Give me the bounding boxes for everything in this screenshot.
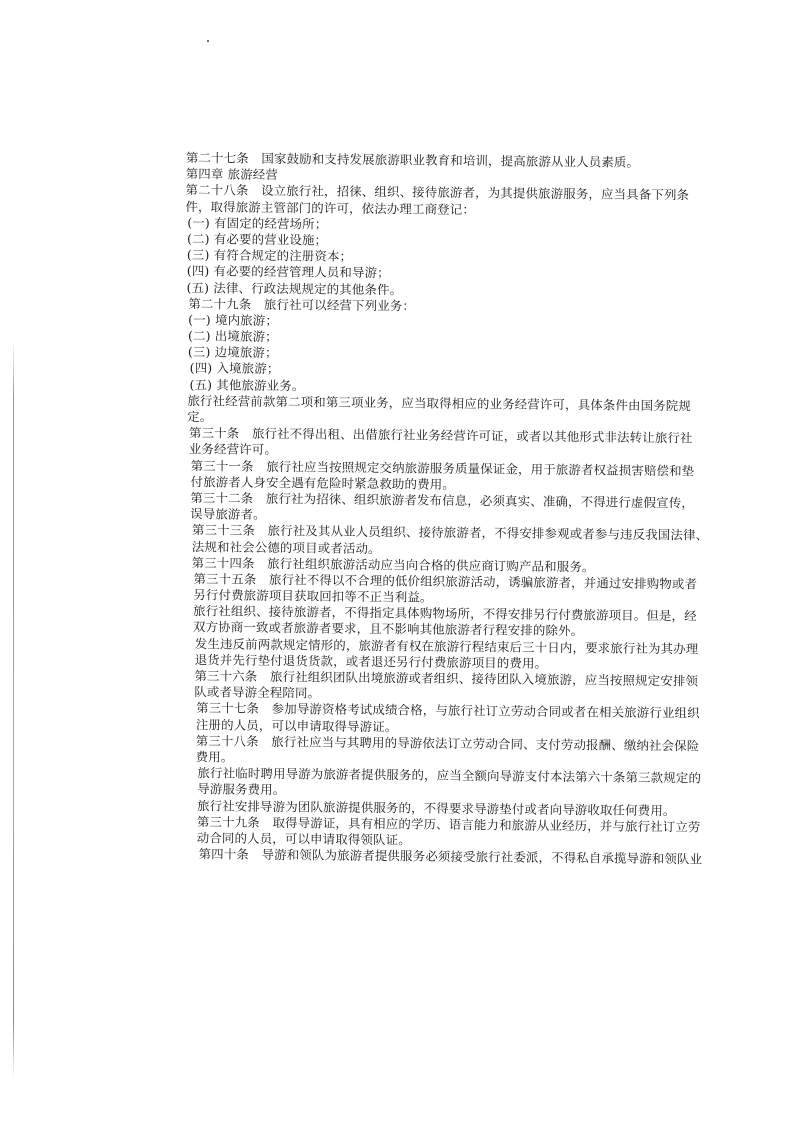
list-item: (二) 出境旅游； [187,328,278,345]
chapter-heading: 第四章 旅游经营 [185,166,279,183]
list-item: (三) 有符合规定的注册资本； [186,247,353,264]
text-line: 第三十三条 旅行社及其从业人员组织、接待旅游者，不得安排参观或者参与违反我国法律、 [191,522,709,543]
text-line: 付旅游者人身安全遇有危险时紧急救助的费用。 [190,473,456,492]
document-text [177,150,709,868]
text-line: 旅行社组织、接待旅游者，不得指定具体购物场所，不得安排另行付费旅游项目。但是，经 [193,603,697,624]
text-line: 双方协商一致或者旅游者要求，且不影响其他旅游者行程安排的除外。 [192,619,584,639]
text-line: 第二十七条 国家鼓励和支持发展旅游职业教育和培训，提高旅游从业人员素质。 [185,150,640,170]
text-line: 第三十九条 取得导游证，具有相应的学历、语言能力和旅游从业经历，并与旅行社订立劳 [196,813,701,835]
text-line: 退货并先行垫付退货货款，或者退还另行付费旅游项目的费用。 [194,651,548,671]
text-line: 费用。 [195,749,234,765]
list-item: (五) 其他旅游业务。 [189,376,305,393]
list-item: (三) 边境旅游； [187,344,278,361]
text-line: 第三十条 旅行社不得出租、出借旅行社业务经营许可证，或者以其他形式非法转让旅行社 [188,425,693,446]
text-line: 另行付费旅游项目获取回扣等不正当利益。 [193,587,433,605]
list-item: (四) 有必要的经营管理人员和导游； [186,263,390,281]
text-line: 旅行社安排导游为团队旅游提供服务的，不得要求导游垫付或者向导游收取任何费用。 [197,797,676,818]
scan-speck [207,40,209,42]
list-item: (五) 法律、行政法规规定的其他条件。 [186,279,403,297]
text-line: 第三十六条 旅行社组织团队出境旅游或者组织、接待团队入境旅游，应当按照规定安排领 [194,668,699,689]
list-item: (一) 境内旅游； [188,311,279,328]
text-line: 件，取得旅游主管部门的许可，依法办理工商登记： [185,198,476,217]
text-line: 动合同的人员，可以申请取得领队证。 [196,830,411,848]
list-item: (一) 有固定的经营场所； [187,214,328,232]
text-line: 第二十九条 旅行社可以经营下列业务： [188,295,416,314]
text-line: 误导旅游者。 [190,506,266,523]
text-line: 旅行社经营前款第二项和第三项业务，应当取得相应的业务经营许可，具体条件由国务院规 [187,392,692,414]
list-item: (四) 入境旅游； [189,360,280,377]
text-line: 法规和社会公德的项目或者活动。 [191,538,381,556]
text-line: 第三十二条 旅行社为招徕、组织旅游者发布信息，必须真实、准确，不得进行虚假宣传， [190,490,695,511]
text-line: 导游服务费用。 [197,781,286,798]
text-line: 业务经营许可。 [188,441,278,458]
list-item: (二) 有必要的营业设施； [186,230,328,248]
text-line: 第四十条 导游和领队为旅游者提供服务必须接受旅行社委派，不得私自承揽导游和领队业 [198,846,703,867]
text-line: 定。 [187,409,213,425]
scan-shadow-edge [13,340,14,1080]
text-line: 第三十四条 旅行社组织旅游活动应当向合格的供应商订购产品和服务。 [191,554,595,575]
text-line: 第三十八条 旅行社应当与其聘用的导游依法订立劳动合同、支付劳动报酬、缴纳社会保险 [195,732,700,754]
text-line: 队或者导游全程陪同。 [194,684,321,701]
text-line: 第三十五条 旅行社不得以不合理的低价组织旅游活动，诱骗旅游者，并通过安排购物或者 [193,570,698,592]
text-line: 第二十八条 设立旅行社，招徕、组织、接待旅游者，为其提供旅游服务，应当具备下列条 [185,182,690,203]
text-line: 旅行社临时聘用导游为旅游者提供服务的，应当全额向导游支付本法第六十条第三款规定的 [197,765,702,786]
text-line: 注册的人员，可以申请取得导游证。 [195,716,398,734]
text-line: 第三十七条 参加导游资格考试成绩合格，与旅行社订立劳动合同或者在相关旅游行业组织 [196,700,700,721]
text-line: 发生违反前两款规定情形的，旅游者有权在旅游行程结束后三十日内，要求旅行社为其办理 [194,635,699,657]
text-line: 第三十一条 旅行社应当按照规定交纳旅游服务质量保证金，用于旅游者权益损害赔偿和垫 [190,457,695,478]
